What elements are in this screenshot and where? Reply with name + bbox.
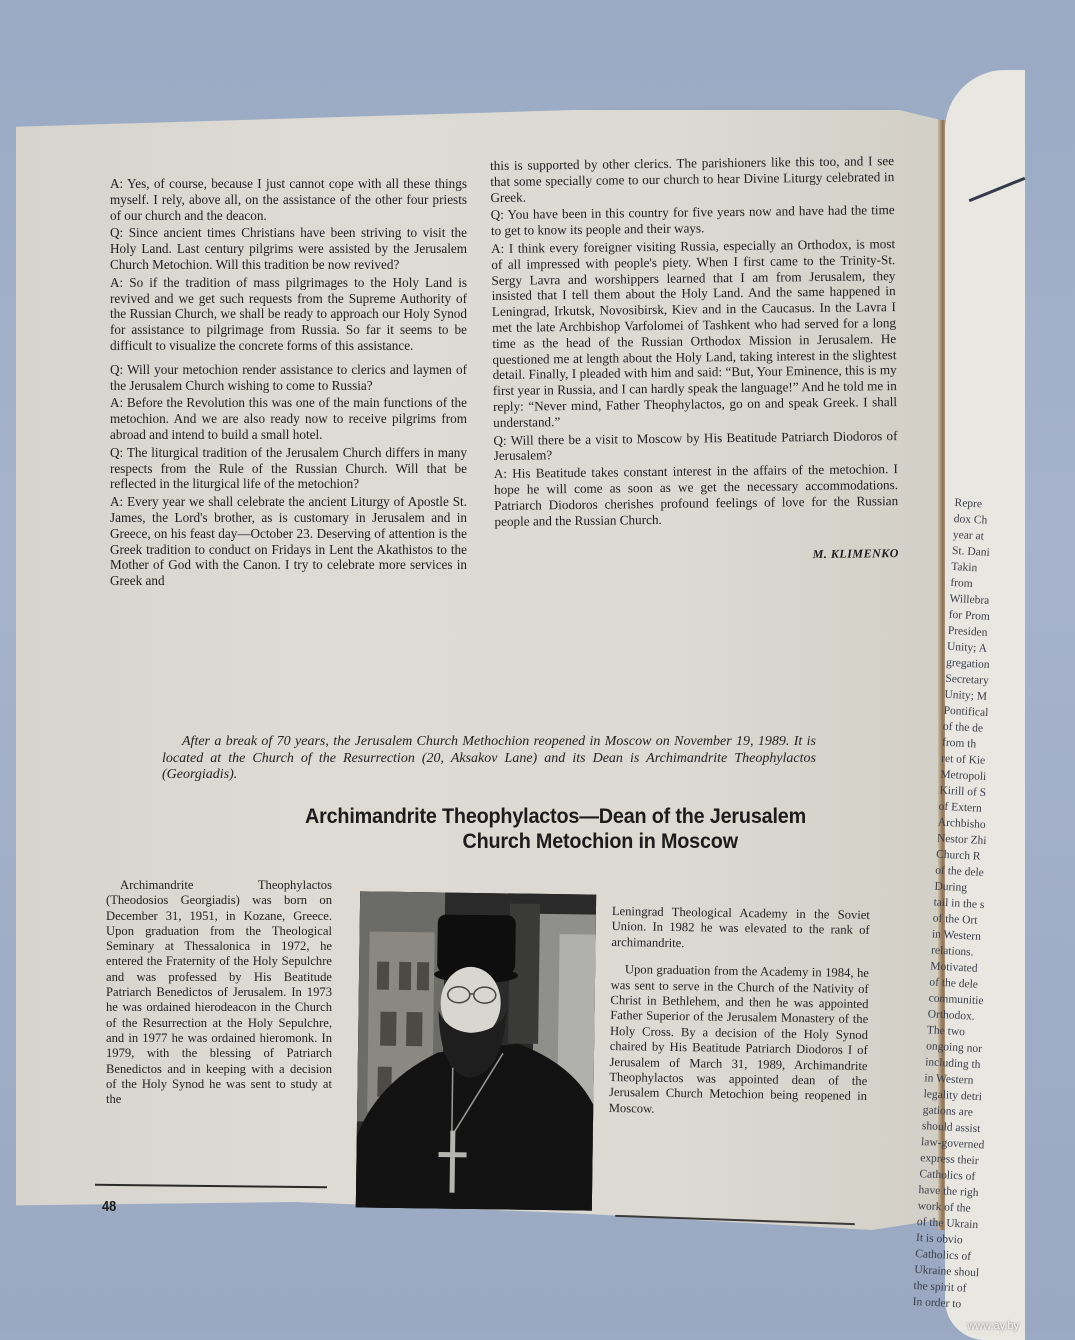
adjacent-page-line: should assist — [922, 1118, 1043, 1140]
adjacent-page-line: Metropoli — [940, 767, 1061, 789]
adjacent-page-line: During — [934, 878, 1055, 900]
portrait-illustration — [356, 891, 596, 1210]
adjacent-page-line: of the dele — [929, 974, 1050, 996]
adjacent-page-line: work of the — [917, 1198, 1038, 1220]
adjacent-page-line: It is obvio — [916, 1230, 1037, 1252]
adjacent-page-line: in Western — [924, 1070, 1045, 1092]
adjacent-page-line: communitie — [928, 990, 1049, 1012]
adjacent-page-line: year at — [952, 527, 1073, 549]
adjacent-page-line: law-governed — [921, 1134, 1042, 1156]
paragraph: this is supported by other clerics. The parishioners like this too, and I see that some specially come to our church to hear Divine Liturgy celebrated in Greek. — [490, 153, 895, 205]
adjacent-page-line: express their — [920, 1150, 1041, 1172]
adjacent-page-line: legality detri — [923, 1086, 1044, 1108]
adjacent-page-line: Unity; M — [944, 687, 1065, 709]
paragraph: Upon graduation from the Academy in 1984, he was sent to serve in the Church of the Nativity of Christ in Bethlehem, and then he was appointed Father Superior of the Jerusalem Monastery of the Holy Cross. By a decision of the Holy Synod chaired by His Beatitude Patriarch Diodoros I of Jerusalem of March 31, 1989, Archimandrite Theophylactos was appointed dean of the Jerusalem Church Metochion being reopened in Moscow. — [609, 962, 869, 1120]
watermark: www.ay.by — [967, 1320, 1019, 1332]
adjacent-page-line: the spirit of — [913, 1278, 1034, 1300]
adjacent-page-line: of the dele — [935, 862, 1056, 884]
adjacent-page-line: Unity; A — [947, 639, 1068, 661]
portrait-photo — [356, 891, 596, 1210]
adjacent-page-line: have the righ — [918, 1182, 1039, 1204]
adjacent-page-line: Willebra — [949, 591, 1070, 613]
adjacent-page-line: for Prom — [948, 607, 1069, 629]
adjacent-page-line: Secretary — [945, 671, 1066, 693]
interview-right-column — [490, 153, 899, 569]
paragraph: A: Before the Revolution this was one of the main functions of the metochion. And we are also ready now to receive pilgrims from abroad and intend to build a small hotel. — [110, 395, 467, 442]
adjacent-page-line: ongoing nor — [926, 1038, 1047, 1060]
adjacent-page-line: Pontifical — [943, 703, 1064, 725]
adjacent-page-rule — [969, 177, 1026, 202]
paragraph: A: I think every foreigner visiting Russia, especially an Orthodox, is most of all impressed with people's piety. When I first came to the Trinity-St. Sergy Lavra and worshippers learned that I am from Jerusalem, they insisted that I tell them about the Holy Land. And the same happened in Leningrad, Irkutsk, Novosibirsk, Kiev and in the Caucasus. In the Lavra I met the late Archbishop Varfolomei of Tashkent who had served for a long time as the head of the Russian Orthodox Mission in Jerusalem. He questioned me at length about the Holy Land, taking interest in the slightest detail. Finally, I pleaded with him and said: “But, Your Eminence, this is my first year in Russia, and I can hardly speak the language!” And he told me in reply: “Never mind, Father Theophylactos, go on and speak Greek. I shall understand.” — [491, 236, 897, 430]
headline-line-2: Church Metochion in Moscow — [217, 829, 806, 854]
adjacent-page-line: tail in the s — [933, 894, 1054, 916]
author-signature: M. KLIMENKO — [495, 546, 899, 567]
paragraph: Q: Will your metochion render assistance to clerics and laymen of the Jerusalem Church wishing to come to Russia? — [110, 362, 467, 394]
paragraph: Q: You have been in this country for five years now and have had the time to get to know its people and their ways. — [491, 202, 895, 239]
interview-left-column — [110, 176, 467, 591]
adjacent-page-line: Archbisho — [937, 815, 1058, 837]
paragraph: Q: Will there be a visit to Moscow by His Beatitude Patriarch Diodoros of Jerusalem? — [493, 428, 897, 465]
adjacent-page-line: from — [950, 575, 1071, 597]
adjacent-page-line: Catholics of — [915, 1246, 1036, 1268]
article-intro: After a break of 70 years, the Jerusalem Church Methochion reopened in Moscow on November 19, 1989. It is located at the Church of the Resurrection (20, Aksakov Lane) and its Dean is Archimandrite Theophylactos (Georgiadis). — [162, 734, 816, 784]
adjacent-page-line: from th — [942, 735, 1063, 757]
page-number: 48 — [102, 1198, 116, 1215]
adjacent-page-line: including th — [925, 1054, 1046, 1076]
adjacent-page-line: of Extern — [938, 799, 1059, 821]
paragraph: A: Yes, of course, because I just cannot cope with all these things myself. I rely, above all, on the assistance of the other four priests of our church and the deacon. — [110, 176, 467, 223]
article-headline — [166, 804, 806, 854]
paragraph: A: Every year we shall celebrate the ancient Liturgy of Apostle St. James, the Lord's brother, as is customary in Jerusalem and in Greece, on his feast day—October 23. Deserving of attention is the Greek tradition to conduct on Fridays in Lent the Akathistos to the Mother of God with the Canon. I try to celebrate more services in Greek and — [110, 494, 467, 589]
adjacent-page-line: Orthodox. — [927, 1006, 1048, 1028]
biography-right-column — [608, 904, 869, 1132]
adjacent-page-line: Repre — [954, 495, 1075, 517]
adjacent-page-line: Motivated — [930, 958, 1051, 980]
adjacent-page-line: gations are — [922, 1102, 1043, 1124]
paragraph: Leningrad Theological Academy in the Soviet Union. In 1982 he was elevated to the rank of archimandrite. — [611, 904, 870, 954]
paragraph: Q: Since ancient times Christians have been striving to visit the Holy Land. Last century pilgrims were assisted by the Jerusalem Church Metochion. Will this tradition be now revived? — [110, 225, 467, 272]
adjacent-page-line: Presiden — [947, 623, 1068, 645]
biography-left-column: Archimandrite Theophylactos (Theodosios Georgiadis) was born on December 31, 1951, in Kozane, Greece. Upon graduation from the Theological Seminary at Thessalonica in 1972, he entered the Fraternity of the Holy Sepulchre and was professed by His Beatitude Patriarch Benedictos of Jerusalem. In 1973 he was ordained hierodeacon in the Church of the Resurrection at the Holy Sepulchre, and in 1977 he was ordained hieromonk. In 1979, with the blessing of Patriarch Benedictos and in keeping with a decision of the Holy Synod he was sent to study at the — [106, 878, 332, 1107]
adjacent-page-line: dox Ch — [953, 511, 1074, 533]
adjacent-page — [945, 70, 1025, 1340]
adjacent-page-line: of the Ort — [932, 910, 1053, 932]
adjacent-page-line: ret of Kie — [941, 751, 1062, 773]
adjacent-page-line: Church R — [936, 847, 1057, 869]
adjacent-page-line: Takin — [951, 559, 1072, 581]
adjacent-page-line: of the de — [942, 719, 1063, 741]
kalimavkion — [437, 914, 516, 973]
adjacent-page-line: The two — [927, 1022, 1048, 1044]
adjacent-page-line: relations. — [931, 942, 1052, 964]
adjacent-page-line: Catholics of — [919, 1166, 1040, 1188]
headline-line-1: Archimandrite Theophylactos—Dean of the Jerusalem — [217, 804, 806, 829]
adjacent-page-line: In order to — [912, 1294, 1033, 1316]
paragraph: A: So if the tradition of mass pilgrimages to the Holy Land is revived and we get such requests from the Supreme Authority of the Russian Church, we shall be ready to approach our Holy Synod for assistance to pilgrimage from Russia. So far it seems to be difficult to visualize the concrete forms of this assistance. — [110, 275, 467, 354]
adjacent-page-line: gregation — [946, 655, 1067, 677]
paragraph: Q: The liturgical tradition of the Jerusalem Church differs in many respects from the Rule of the Russian Church. Will that be reflected in the liturgical life of the metochion? — [110, 445, 467, 492]
adjacent-page-line: Ukraine shoul — [914, 1262, 1035, 1284]
paragraph: A: His Beatitude takes constant interest in the affairs of the metochion. I hope he will come as soon as we get the necessary accommodations. Patriarch Diodoros cherishes profound feelings of love for the Russian people and the Russian Church. — [494, 461, 899, 529]
adjacent-page-line: Nestor Zhi — [937, 831, 1058, 853]
adjacent-page-line: of the Ukrain — [916, 1214, 1037, 1236]
adjacent-page-line: in Western — [932, 926, 1053, 948]
adjacent-page-line: St. Dani — [952, 543, 1073, 565]
adjacent-page-line: Kirill of S — [939, 783, 1060, 805]
